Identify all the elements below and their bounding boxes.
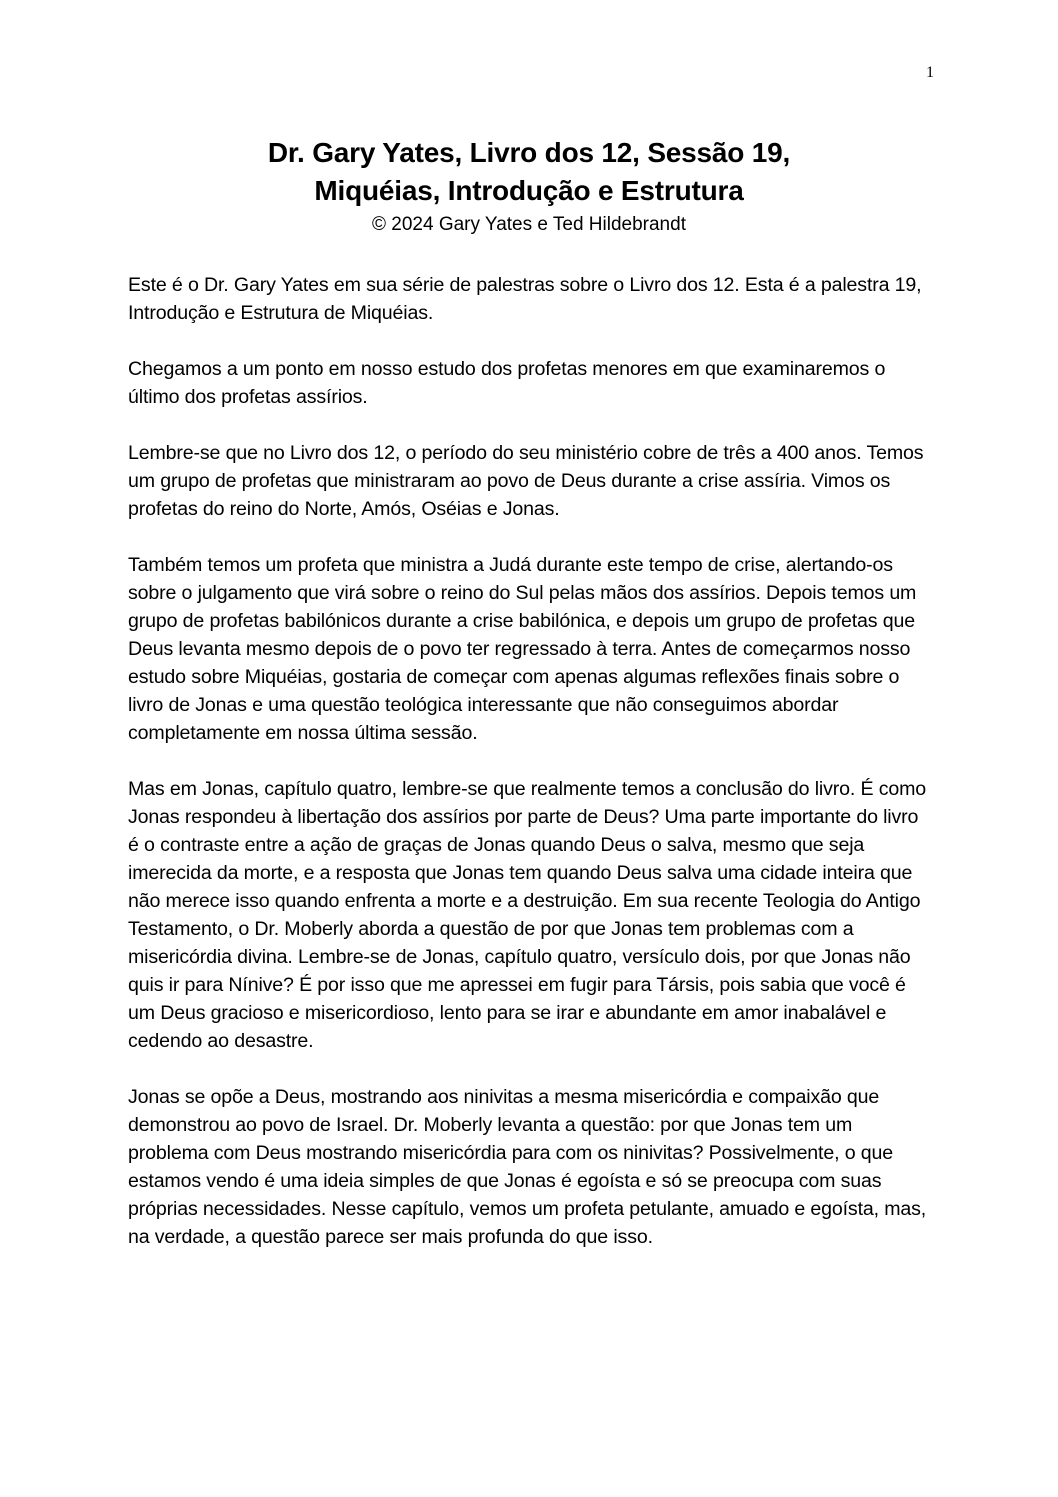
paragraph-4: Também temos um profeta que ministra a Judá durante este tempo de crise, alertando-os sobre o julgamento que virá sobre o reino do Sul pelas mãos dos assírios. Depois temos um grupo de profetas babilónicos durante a crise babilónica, e depois um grupo de profetas que Deus levanta mesmo depois de o povo ter regressado à terra. Antes de começarmos nosso estudo sobre Miquéias, gostaria de começar com apenas algumas reflexões finais sobre o livro de Jonas e uma questão teológica interessante que não conseguimos abordar completamente em nossa última sessão. bbox=[128, 554, 917, 744]
document-title-line-2: Miquéias, Introdução e Estrutura bbox=[314, 175, 744, 206]
paragraph-6: Jonas se opõe a Deus, mostrando aos ninivitas a mesma misericórdia e compaixão que demonstrou ao povo de Israel. Dr. Moberly levanta a questão: por que Jonas tem um problema com Deus mostrando misericórdia para com os ninivitas? Possivelmente, o que estamos vendo é uma ideia simples de que Jonas é egoísta e só se preocupa com suas próprias necessidades. Nesse capítulo, vemos um profeta petulante, amuado e egoísta, mas, na verdade, a questão parece ser mais profunda do que isso. bbox=[128, 1086, 927, 1248]
document-title-line-1: Dr. Gary Yates, Livro dos 12, Sessão 19, bbox=[267, 137, 791, 168]
paragraph-5: Mas em Jonas, capítulo quatro, lembre-se que realmente temos a conclusão do livro. É como Jonas respondeu à libertação dos assírios por parte de Deus? Uma parte importante do livro é o contraste entre a ação de graças de Jonas quando Deus o salva, mesmo que seja imerecida da morte, e a resposta que Jonas tem quando Deus salva uma cidade inteira que não merece isso quando enfrenta a morte e a destruição. Em sua recente Teologia do Antigo Testamento, o Dr. Moberly aborda a questão de por que Jonas tem problemas com a misericórdia divina. Lembre-se de Jonas, capítulo quatro, versículo dois, por que Jonas não quis ir para Nínive? É por isso que me apressei em fugir para Társis, pois sabia que você é um Deus gracioso e misericordioso, lento para se irar e abundante em amor inabalável e cedendo ao desastre. bbox=[128, 778, 927, 1052]
paragraph-1: Este é o Dr. Gary Yates em sua série de palestras sobre o Livro dos 12. Esta é a palestra 19, Introdução e Estrutura de Miquéias. bbox=[128, 274, 922, 324]
page-number: 1 bbox=[926, 64, 934, 81]
paragraph-2: Chegamos a um ponto em nosso estudo dos profetas menores em que examinaremos o último dos profetas assírios. bbox=[128, 358, 886, 408]
document-header bbox=[128, 134, 930, 238]
paragraph-3: Lembre-se que no Livro dos 12, o período do seu ministério cobre de três a 400 anos. Temos um grupo de profetas que ministraram ao povo de Deus durante a crise assíria. Vimos os profetas do reino do Norte, Amós, Oséias e Jonas. bbox=[128, 442, 924, 520]
document-body bbox=[128, 271, 930, 1279]
copyright-notice: © 2024 Gary Yates e Ted Hildebrandt bbox=[372, 214, 686, 235]
